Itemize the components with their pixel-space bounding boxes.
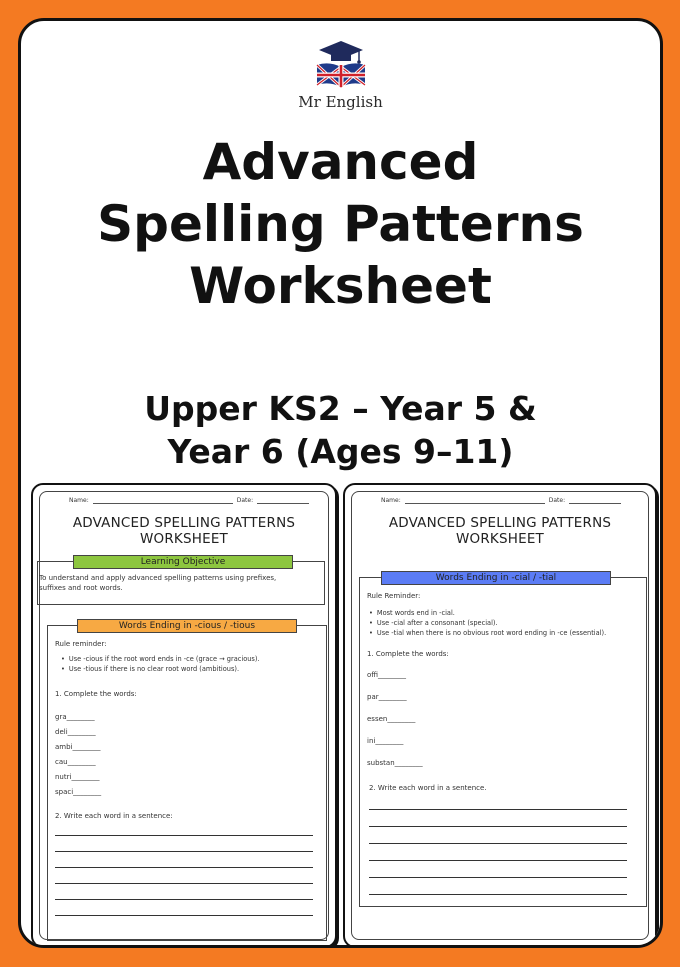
writing-line [369,860,627,861]
rule-item: • Use -cial after a consonant (special). [369,619,498,628]
page-title [21,131,660,317]
rule-item: • Use -cious if the root word ends in -ce (grace → gracious). [61,655,260,664]
rule-heading: Rule reminder: [55,640,107,648]
writing-line [55,867,313,868]
worksheet-preview-left [31,483,337,948]
word-blank: ambi________ [55,743,101,751]
subtitle-line: Upper KS2 – Year 5 & [144,389,537,428]
writing-line [369,809,627,810]
date-label: Date: [236,497,254,504]
worksheet-title: ADVANCED SPELLING PATTERNS WORKSHEET [388,515,612,547]
name-date-row [69,497,321,504]
brand-name: Mr English [298,93,383,111]
writing-line [369,894,627,895]
name-label: Name: [69,497,89,504]
question-1: 1. Complete the words: [55,690,137,698]
title-line: Advanced [202,133,479,191]
question-2: 2. Write each word in a sentence: [55,812,173,820]
cover-card [18,18,663,948]
writing-line [369,843,627,844]
page-subtitle [21,387,660,473]
name-line [405,497,545,504]
rule-heading: Rule Reminder: [367,592,421,600]
word-blank: substan________ [367,759,423,767]
subtitle-line: Year 6 (Ages 9–11) [167,432,514,471]
word-blank: par________ [367,693,407,701]
worksheet-preview-right [343,483,657,948]
section-tag: Words Ending in -cial / -tial [381,571,611,585]
writing-line [55,835,313,836]
word-blank: cau________ [55,758,96,766]
objective-text-line: To understand and apply advanced spelling patterns using prefixes, [39,574,277,582]
writing-line [369,826,627,827]
title-line: Spelling Patterns [97,195,584,253]
writing-line [55,851,313,852]
objective-text-line: suffixes and root words. [39,584,123,592]
rule-item: • Most words end in -cial. [369,609,455,618]
question-1: 1. Complete the words: [367,650,449,658]
name-label: Name: [381,497,401,504]
name-line [93,497,233,504]
brand-logo [21,39,660,111]
word-blank: gra________ [55,713,95,721]
writing-line [55,915,313,916]
worksheet-title: ADVANCED SPELLING PATTERNS WORKSHEET [72,515,296,547]
word-blank: essen________ [367,715,416,723]
name-date-row [381,497,641,504]
objective-tag: Learning Objective [73,555,293,569]
question-2: 2. Write each word in a sentence. [369,784,487,792]
rule-item: • Use -tial when there is no obvious root word ending in -ce (essential). [369,629,606,638]
date-line [569,497,621,504]
title-line: Worksheet [189,257,492,315]
rule-item: • Use -tious if there is no clear root word (ambitious). [61,665,239,674]
date-line [257,497,309,504]
word-blank: offi________ [367,671,407,679]
word-blank: ini________ [367,737,404,745]
date-label: Date: [548,497,566,504]
word-blank: nutri________ [55,773,100,781]
word-blank: spaci________ [55,788,102,796]
graduation-book-icon [311,39,371,91]
writing-line [55,899,313,900]
word-blank: deli________ [55,728,96,736]
writing-line [55,883,313,884]
section-tag: Words Ending in -cious / -tious [77,619,297,633]
writing-line [369,877,627,878]
